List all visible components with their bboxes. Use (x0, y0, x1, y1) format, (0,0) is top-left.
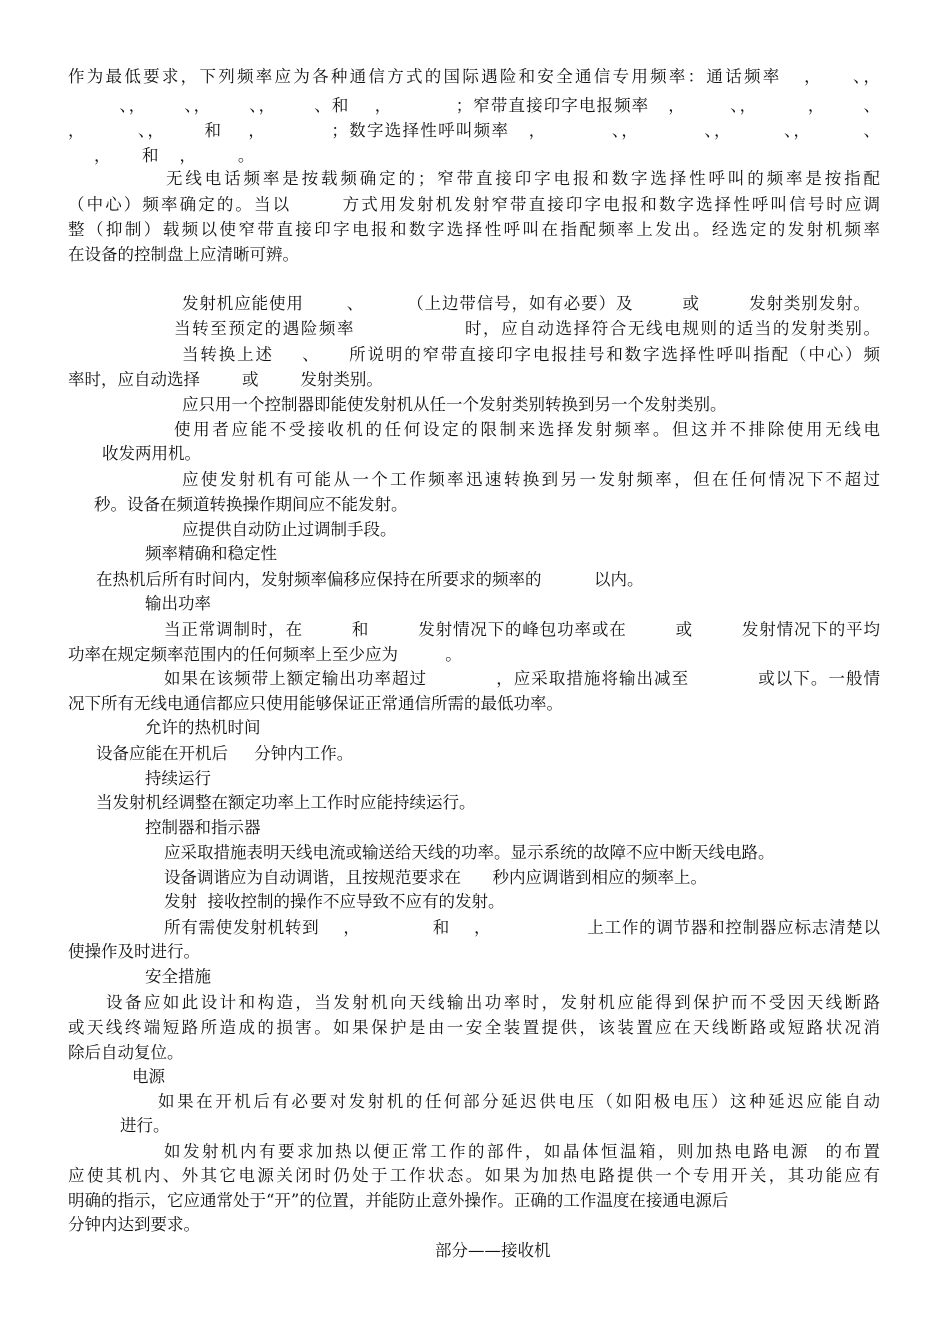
text-line: 功率在规定频率范围内的任何频率上至少应为 。 (68, 645, 462, 664)
text-line: 无线电话频率是按载频确定的；窄带直接印字电报和数字选择性呼叫的频率是按指配 (166, 169, 880, 188)
text-line: 、， 、， 、， 、和 ， ；窄带直接印字电报频率 ， 、， ， 、 (94, 96, 880, 115)
text-line: 应使其机内、外其它电源关闭时仍处于工作状态。如果为加热电路提供一个专用开关，其功能应有 (68, 1166, 880, 1185)
part-heading: 部分——接收机 (435, 1241, 551, 1260)
text-line: 除后自动复位。 (68, 1043, 184, 1062)
text-line: 率时，应自动选择 或 发射类别。 (68, 370, 383, 389)
text-line: 分钟内达到要求。 (68, 1215, 200, 1234)
text-line: 或天线终端短路所造成的损害。如果保护是由一安全装置提供，该装置应在天线断路或短路状况消 (68, 1018, 880, 1037)
text-line: 当正常调制时，在 和 发射情况下的峰包功率或在 或 发射情况下的平均 (164, 620, 880, 639)
text-line: 在设备的控制盘上应清晰可辨。 (68, 245, 299, 264)
text-line: 如发射机内有要求加热以便正常工作的部件，如晶体恒温箱，则加热电路电源 的布置 (164, 1142, 880, 1161)
text-line: 作为最低要求，下列频率应为各种通信方式的国际遇险和安全通信专用频率：通话频率 ， 、， (68, 67, 880, 86)
text-line: 如果在该频带上额定输出功率超过 ，应采取措施将输出减至 或以下。一般情 (164, 669, 880, 688)
text-line: 所有需使发射机转到 ， 和 ， 上工作的调节器和控制器应标志清楚以 (164, 918, 880, 937)
text-line: 秒。设备在频道转换操作期间应不能发射。 (94, 495, 408, 514)
text-line: 应只用一个控制器即能使发射机从任一个发射类别转换到另一个发射类别。 (182, 395, 727, 414)
section-heading: 控制器和指示器 (145, 818, 261, 837)
text-line: 在热机后所有时间内，发射频率偏移应保持在所要求的频率的 以内。 (96, 570, 644, 589)
section-heading: 频率精确和稳定性 (145, 544, 277, 563)
section-heading: 持续运行 (145, 769, 211, 788)
section-heading: 输出功率 (145, 594, 211, 613)
section-heading: 允许的热机时间 (145, 718, 261, 737)
section-heading: 电源 (132, 1067, 165, 1086)
text-line: 应提供自动防止过调制手段。 (182, 520, 397, 539)
text-line: 使操作及时进行。 (68, 942, 200, 961)
text-line: 整（抑制）载频以使窄带直接印字电报和数字选择性呼叫在指配频率上发出。经选定的发射机频率 (68, 220, 880, 239)
text-line: 发射 接收控制的操作不应导致不应有的发射。 (164, 892, 505, 911)
text-line: 发射机应能使用 、 （上边带信号，如有必要）及 或 发射类别发射。 (182, 294, 870, 313)
text-line: ， 、， 和 ， ；数字选择性呼叫频率 ， 、， 、， 、， 、 (68, 121, 880, 140)
text-line: 如果在开机后有必要对发射机的任何部分延迟供电压（如阳极电压）这种延迟应能自动 (158, 1092, 880, 1111)
text-line: 收发两用机。 (102, 444, 201, 463)
text-line: 当转换上述 、 所说明的窄带直接印字电报挂号和数字选择性呼叫指配（中心）频 (182, 345, 880, 364)
text-line: 当发射机经调整在额定功率上工作时应能持续运行。 (96, 793, 476, 812)
text-line: （中心）频率确定的。当以 方式用发射机发射窄带直接印字电报和数字选择性呼叫信号时应调 (68, 195, 880, 214)
text-line: 明确的指示，它应通常处于“开”的位置，并能防止意外操作。正确的工作温度在接通电源后 (68, 1191, 729, 1210)
text-line: 况下所有无线电通信都应只使用能够保证正常通信所需的最低功率。 (68, 694, 563, 713)
text-line: 进行。 (120, 1116, 170, 1135)
text-line: 设备应能在开机后 分钟内工作。 (96, 744, 354, 763)
text-line: 使用者应能不受接收机的任何设定的限制来选择发射频率。但这并不排除使用无线电 (174, 420, 880, 439)
section-heading: 安全措施 (145, 967, 211, 986)
text-line: 应使发射机有可能从一个工作频率迅速转换到另一发射频率，但在任何情况下不超过 (182, 470, 880, 489)
text-line: 应采取措施表明天线电流或输送给天线的功率。显示系统的故障不应中断天线电路。 (164, 843, 775, 862)
text-line: ， 和 ， 。 (94, 146, 255, 165)
text-line: 设备调谐应为自动调谐，且按规范要求在 秒内应调谐到相应的频率上。 (164, 868, 707, 887)
text-line: 当转至预定的遇险频率 时，应自动选择符合无线电规则的适当的发射类别。 (174, 319, 880, 338)
text-line: 设备应如此设计和构造，当发射机向天线输出功率时，发射机应能得到保护而不受因天线断路 (106, 993, 880, 1012)
